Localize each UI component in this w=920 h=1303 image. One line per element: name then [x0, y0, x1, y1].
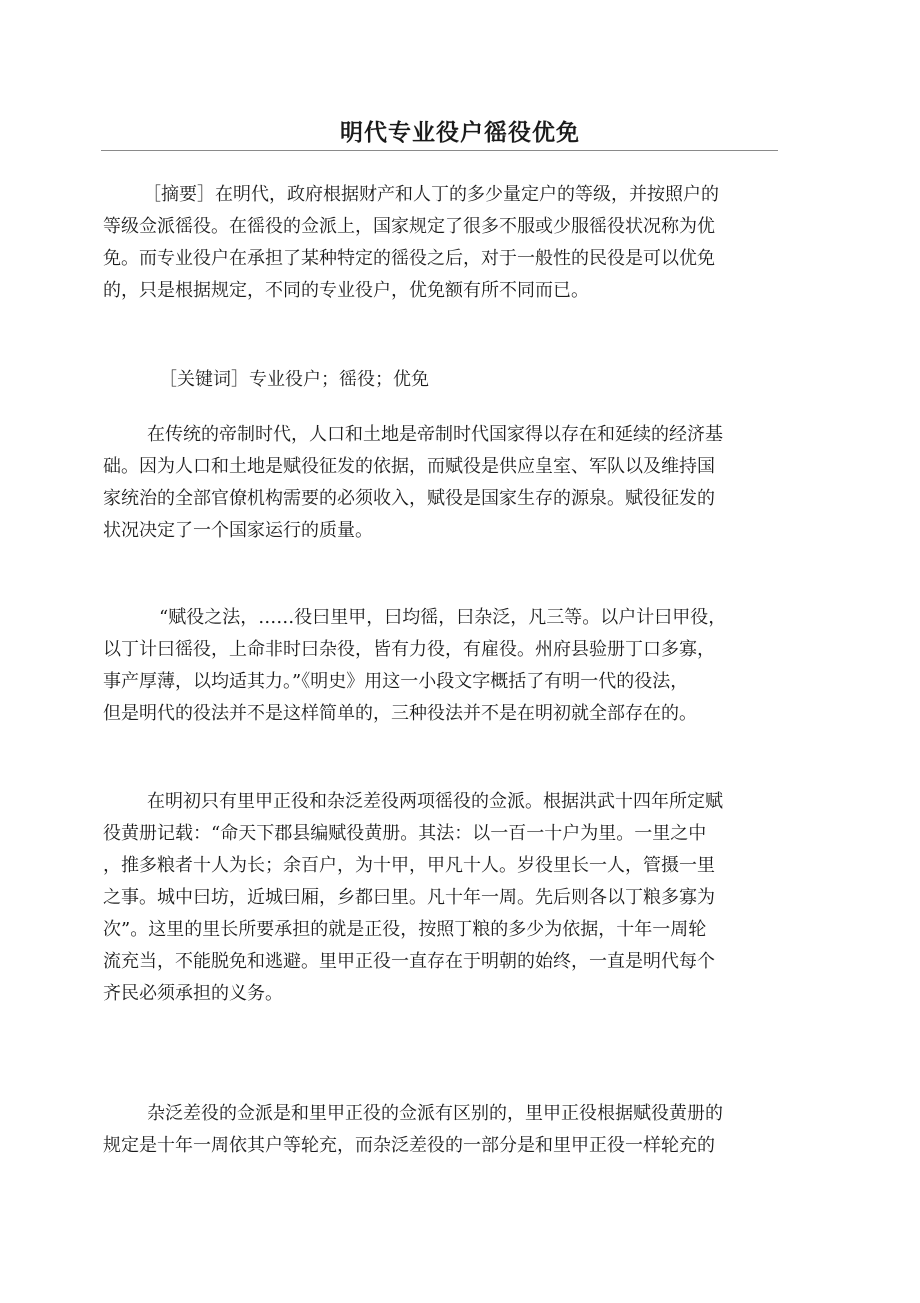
paragraph-line: 之事。城中曰坊，近城曰厢，乡都曰里。凡十年一周。先后则各以丁粮多寡为 — [103, 887, 715, 908]
paragraph-line: “赋役之法，……役曰里甲，曰均徭，曰杂泛，凡三等。以户计曰甲役， — [159, 607, 727, 628]
abstract-paragraph — [103, 179, 775, 307]
paragraph-line: 在明初只有里甲正役和杂泛差役两项徭役的佥派。根据洪武十四年所定赋 — [147, 791, 723, 812]
paragraph-line: ，推多粮者十人为长；余百户，为十甲，甲凡十人。岁役里长一人，管摄一里 — [103, 855, 715, 876]
paragraph-line: 但是明代的役法并不是这样简单的，三种役法并不是在明初就全部存在的。 — [103, 703, 697, 724]
title-underline — [101, 150, 778, 151]
paragraph-line: 规定是十年一周依其户等轮充，而杂泛差役的一部分是和里甲正役一样轮充的 — [103, 1135, 715, 1156]
paragraph-line: 次”。这里的里长所要承担的就是正役，按照丁粮的多少为依据，十年一周轮 — [103, 919, 707, 940]
abstract-line: ［摘要］在明代，政府根据财产和人丁的多少量定户的等级，并按照户的 — [143, 184, 719, 205]
document-title: 明代专业役户徭役优免 — [340, 120, 580, 146]
abstract-line: 等级佥派徭役。在徭役的佥派上，国家规定了很多不服或少服徭役状况称为优 — [103, 216, 715, 237]
body-paragraph-4 — [103, 1098, 775, 1162]
keywords-text: ［关键词］专业役户；徭役；优免 — [159, 369, 429, 390]
paragraph-line: 家统治的全部官僚机构需要的必须收入，赋役是国家生存的源泉。赋役征发的 — [103, 488, 715, 509]
paragraph-line: 杂泛差役的佥派是和里甲正役的佥派有区别的，里甲正役根据赋役黄册的 — [147, 1103, 723, 1124]
body-paragraph-3 — [103, 786, 775, 1010]
abstract-line: 免。而专业役户在承担了某种特定的徭役之后，对于一般性的民役是可以优免 — [103, 248, 715, 269]
paragraph-line: 齐民必须承担的义务。 — [103, 983, 283, 1004]
paragraph-line: 在传统的帝制时代，人口和土地是帝制时代国家得以存在和延续的经济基 — [147, 424, 723, 445]
keywords-line — [103, 364, 775, 396]
body-paragraph-1 — [103, 419, 775, 547]
paragraph-line: 础。因为人口和土地是赋役征发的依据，而赋役是供应皇室、军队以及维持国 — [103, 456, 715, 477]
paragraph-line: 以丁计曰徭役，上命非时曰杂役，皆有力役，有雇役。州府县验册丁口多寡， — [103, 639, 715, 660]
paragraph-line: 事产厚薄，以均适其力。”《明史》用这一小段文字概括了有明一代的役法， — [103, 671, 689, 692]
body-paragraph-2 — [103, 602, 775, 730]
abstract-line: 的，只是根据规定，不同的专业役户，优免额有所不同而已。 — [103, 280, 589, 301]
paragraph-line: 役黄册记载：“命天下郡县编赋役黄册。其法：以一百一十户为里。一里之中 — [103, 823, 707, 844]
paragraph-line: 流充当，不能脱免和逃避。里甲正役一直存在于明朝的始终，一直是明代每个 — [103, 951, 715, 972]
paragraph-line: 状况决定了一个国家运行的质量。 — [103, 520, 373, 541]
